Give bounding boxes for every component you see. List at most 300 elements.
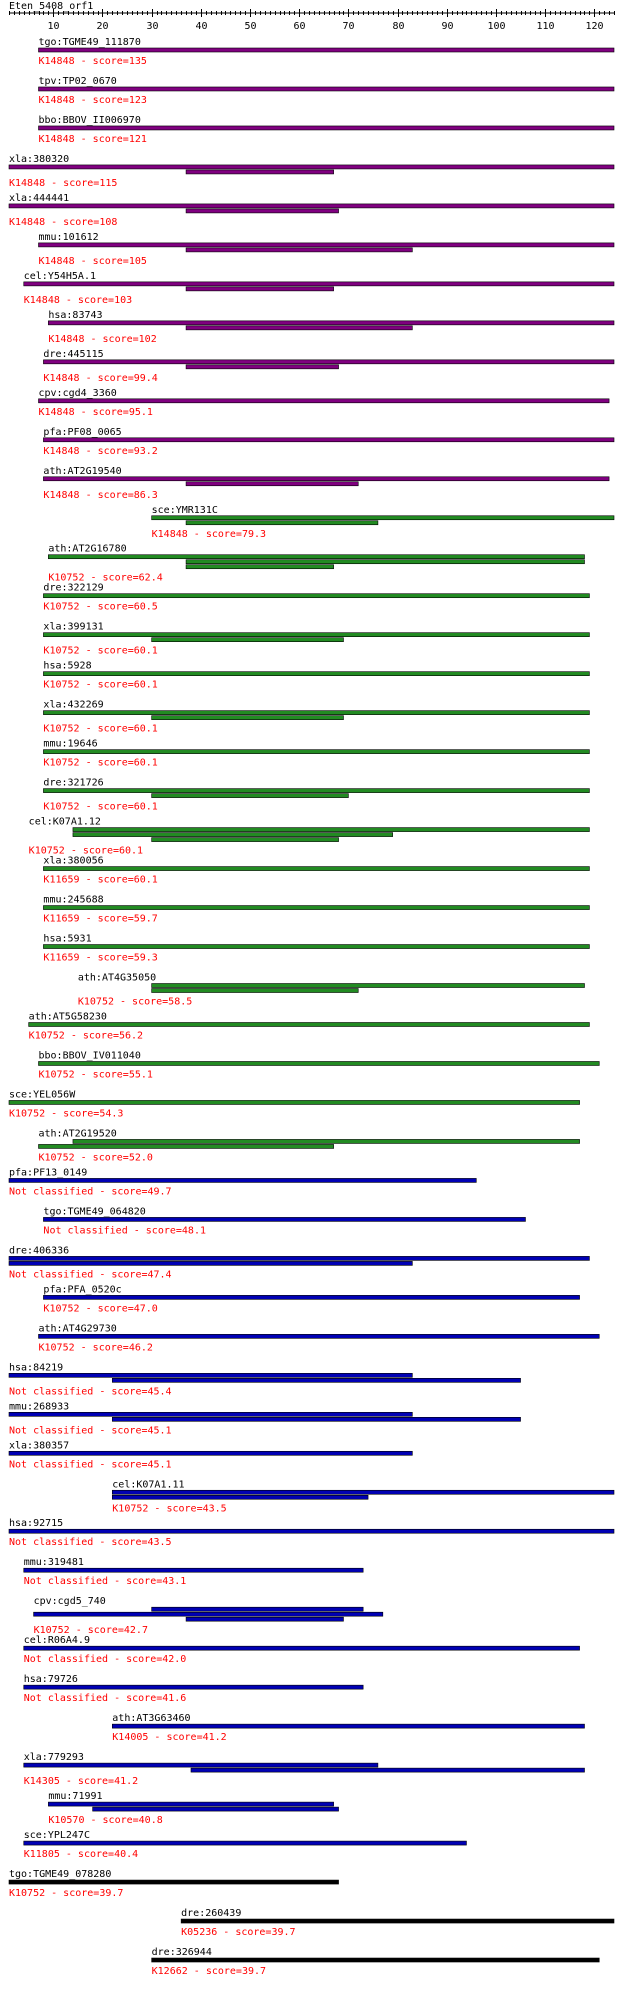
hit-alignment-bar [24, 1568, 363, 1572]
hit-score-label [78, 997, 192, 1008]
hit-label: tgo:TGME49_078280 [9, 1869, 112, 1881]
hit-score: 47.4 [147, 1269, 172, 1281]
hit-group: K14848 [38, 133, 75, 145]
hit-alignment-bar [39, 1144, 334, 1148]
hit-group: K10752 [43, 601, 80, 613]
hit-group: Not classified [9, 1186, 94, 1198]
hit-label: cel:K07A1.12 [28, 816, 101, 828]
hit-row [9, 1089, 580, 1119]
hit-score: 40.8 [138, 1815, 163, 1827]
hit-label: dre:321726 [43, 777, 104, 789]
hit-alignment-bar [9, 1100, 580, 1104]
hit-group: Not classified [9, 1269, 94, 1281]
hit-alignment-bar [9, 204, 614, 208]
hit-score: 60.1 [133, 679, 158, 691]
hit-row [43, 622, 589, 657]
hit-row [112, 1713, 584, 1743]
axis-tick-label: 70 [342, 21, 355, 32]
hit-alignment-bar [9, 1880, 339, 1884]
score-prefix: - score= [59, 1849, 115, 1861]
score-prefix: - score= [69, 1625, 124, 1637]
hit-score: 93.2 [133, 445, 158, 457]
hit-label: hsa:5931 [43, 933, 92, 945]
axis-tick-label: 60 [293, 21, 306, 32]
hit-alignment-bar [39, 48, 614, 52]
hit-alignment-bar [43, 711, 589, 715]
hit-group: K10752 [9, 1108, 46, 1120]
hit-alignment-bar [39, 399, 610, 403]
hit-alignment-bar [43, 867, 589, 871]
hit-score-label [24, 1654, 187, 1665]
hit-score-label [43, 446, 157, 457]
hit-score-label [9, 178, 117, 189]
score-prefix: - score= [79, 723, 134, 735]
hit-label: hsa:92715 [9, 1518, 64, 1530]
hit-label: ath:AT5G58230 [28, 1011, 107, 1023]
hit-score-label [39, 95, 147, 106]
hit-label: sce:YMR131C [151, 504, 218, 516]
hit-group: K14848 [9, 216, 46, 228]
hit-alignment-bar [152, 989, 359, 993]
score-prefix: - score= [93, 1537, 148, 1549]
hit-score: 41.6 [162, 1693, 187, 1705]
hit-score: 59.7 [133, 913, 158, 925]
hit-group: Not classified [9, 1386, 94, 1398]
hit-alignment-bar [48, 321, 614, 325]
score-prefix: - score= [74, 56, 129, 67]
hit-group: K05236 [181, 1927, 218, 1939]
hit-label: cel:R06A4.9 [23, 1635, 90, 1647]
hit-alignment-bar [112, 1417, 520, 1421]
hit-alignment-bar [43, 945, 589, 949]
axis-tick-label: 50 [244, 21, 257, 32]
hit-group: Not classified [9, 1459, 94, 1471]
hit-score-label [9, 1386, 172, 1397]
hit-group: K14305 [23, 1776, 60, 1788]
hit-score: 40.4 [114, 1849, 139, 1861]
hit-score-label [43, 490, 157, 501]
hit-label: tgo:TGME49_111870 [38, 37, 141, 48]
hit-score: 123 [128, 94, 147, 106]
hit-alignment-bar [186, 326, 412, 330]
hit-alignment-bar [112, 1378, 520, 1382]
hit-alignment-bar [43, 1217, 525, 1221]
hit-label: xla:432269 [43, 699, 104, 711]
hit-score-label [24, 1576, 187, 1587]
hit-score: 43.5 [147, 1537, 172, 1549]
hit-row [43, 856, 589, 886]
hit-group: Not classified [23, 1654, 109, 1666]
hit-score: 45.1 [147, 1459, 172, 1471]
hit-alignment-bar [112, 1495, 368, 1499]
hit-row [152, 1947, 600, 1977]
score-prefix: - score= [84, 572, 139, 584]
score-prefix: - score= [79, 801, 134, 813]
score-prefix: - score= [79, 645, 134, 657]
hit-alignment-bar [43, 672, 589, 676]
hit-label: dre:406336 [9, 1245, 70, 1257]
hit-score-label [9, 1186, 172, 1197]
hit-score: 102 [138, 333, 157, 345]
hit-alignment-bar [152, 638, 344, 642]
score-prefix: - score= [64, 1030, 119, 1042]
score-prefix: - score= [84, 1815, 139, 1827]
hit-label: ath:AT2G16780 [48, 543, 127, 555]
hit-group: K10570 [48, 1815, 85, 1827]
score-prefix: - score= [79, 601, 134, 613]
hit-group: Not classified [43, 1225, 128, 1237]
hit-alignment-bar [181, 1919, 614, 1923]
hit-label: mmu:319481 [23, 1557, 84, 1569]
score-prefix: - score= [79, 679, 134, 691]
hit-label: sce:YPL247C [23, 1830, 90, 1842]
hit-score: 41.2 [202, 1732, 227, 1744]
hit-score-label [43, 373, 157, 384]
axis-tick-label: 120 [585, 21, 604, 32]
hit-row [9, 1869, 339, 1899]
hit-score-label [43, 758, 157, 769]
score-prefix: - score= [93, 1186, 148, 1198]
hit-score: 103 [114, 294, 133, 306]
score-prefix: - score= [74, 94, 129, 106]
hit-group: K10752 [77, 996, 114, 1008]
hit-score-label [39, 256, 147, 267]
score-prefix: - score= [113, 996, 169, 1008]
hit-group: Not classified [9, 1425, 94, 1437]
hit-label: mmu:268933 [9, 1401, 70, 1413]
hit-alignment-bar [186, 560, 584, 564]
hit-row [43, 1284, 579, 1314]
hit-score: 58.5 [168, 996, 193, 1008]
score-prefix: - score= [45, 1888, 100, 1900]
hit-group: K10752 [28, 1030, 65, 1042]
hit-alignment-bar [9, 1373, 412, 1377]
hit-row [39, 1050, 600, 1080]
hit-alignment-bar [186, 365, 338, 369]
hit-score: 39.7 [241, 1966, 267, 1978]
axis-tick-label: 30 [146, 21, 159, 32]
hit-group: K12662 [151, 1966, 188, 1978]
hit-group: K10752 [38, 1152, 75, 1164]
score-prefix: - score= [79, 372, 134, 384]
hit-group: K14848 [38, 94, 75, 106]
score-prefix: - score= [217, 1927, 272, 1939]
hit-label: cpv:cgd4_3360 [38, 387, 117, 399]
hit-group: K10752 [33, 1625, 70, 1637]
hit-score-label [43, 802, 157, 813]
hit-row [9, 1362, 521, 1397]
hit-score-label [9, 1459, 172, 1470]
hit-row [39, 1128, 580, 1163]
hit-group: K14848 [43, 445, 80, 457]
hit-group: Not classified [23, 1576, 109, 1588]
hit-group: K10752 [43, 757, 80, 769]
hit-alignment-bar [43, 906, 589, 910]
hit-alignment-bar [24, 1841, 467, 1845]
hit-score: 39.7 [99, 1888, 124, 1900]
hit-alignment-bar [152, 516, 614, 520]
hit-row [24, 1752, 585, 1787]
hit-score: 60.1 [133, 723, 158, 735]
hit-alignment-bar [43, 360, 614, 364]
hit-label: xla:380320 [9, 153, 70, 165]
hit-row [9, 193, 614, 228]
hit-alignment-bar [9, 165, 614, 169]
hit-row [39, 115, 614, 145]
hit-score: 43.5 [202, 1503, 227, 1515]
hit-group: K10752 [43, 1303, 80, 1315]
axis-tick-label: 10 [47, 21, 60, 32]
hit-row [152, 505, 614, 540]
hit-score-label [39, 407, 153, 418]
hit-score: 135 [128, 56, 147, 67]
hit-row [9, 154, 614, 189]
hit-alignment-bar [186, 170, 334, 174]
hit-label: dre:322129 [43, 582, 104, 594]
score-prefix: - score= [127, 1225, 182, 1237]
hit-alignment-bar [73, 833, 393, 837]
hit-row [24, 1635, 580, 1665]
hit-alignment-bar [186, 209, 338, 213]
hit-group: K10752 [43, 679, 80, 691]
hit-score: 47.0 [133, 1303, 158, 1315]
hit-row [39, 37, 614, 67]
hit-score: 60.1 [133, 645, 158, 657]
hit-alignment-bar [39, 1334, 600, 1338]
hit-row [9, 1245, 589, 1280]
hit-row [24, 1830, 467, 1860]
score-prefix: - score= [74, 1069, 129, 1081]
hit-alignment-bar [24, 1763, 378, 1767]
hit-row [43, 427, 614, 457]
score-prefix: - score= [74, 255, 129, 267]
hit-score-label [24, 1849, 138, 1860]
hit-label: hsa:79726 [23, 1674, 78, 1686]
hit-score-label [152, 529, 266, 540]
hit-alignment-bar [186, 521, 378, 525]
hit-alignment-bar [43, 477, 609, 481]
hit-label: cel:K07A1.11 [112, 1479, 185, 1491]
hit-row [24, 1557, 363, 1587]
hit-row [9, 1401, 521, 1436]
hit-row [34, 1596, 383, 1636]
hit-row [43, 778, 589, 813]
hit-row [48, 310, 614, 345]
hit-score-label [9, 1108, 123, 1119]
hit-alignment-bar [186, 1617, 343, 1621]
score-prefix: - score= [79, 489, 134, 501]
hit-group: K10752 [38, 1069, 75, 1081]
hit-score: 42.0 [162, 1654, 187, 1666]
hit-score: 55.1 [128, 1069, 153, 1081]
hit-group: K10752 [43, 723, 80, 735]
hit-score-label [43, 875, 157, 886]
score-prefix: - score= [59, 1776, 115, 1788]
hit-group: K14848 [43, 489, 80, 501]
hit-alignment-bar [24, 1685, 363, 1689]
hit-group: K10752 [112, 1503, 149, 1515]
hit-row [43, 583, 589, 613]
hit-label: hsa:84219 [9, 1362, 64, 1374]
hit-alignment-bar [39, 126, 614, 130]
hit-alignment-bar [43, 633, 589, 637]
hit-score: 115 [99, 177, 118, 189]
hit-score-label [43, 724, 157, 735]
hit-row [39, 1323, 600, 1353]
hit-score-label [112, 1732, 226, 1743]
hit-score: 60.1 [133, 801, 158, 813]
hit-label: mmu:101612 [38, 231, 99, 243]
hit-label: pfa:PFA_0520c [43, 1284, 122, 1296]
hit-group: K14848 [38, 56, 75, 67]
hit-label: cpv:cgd5_740 [33, 1596, 106, 1608]
hit-row [43, 1206, 525, 1236]
hit-score-label [24, 295, 132, 306]
hit-group: K14848 [38, 406, 75, 418]
hit-label: ath:AT4G35050 [77, 972, 157, 984]
hit-score-label [43, 602, 157, 613]
hit-alignment-bar [186, 482, 358, 486]
hit-score-label [39, 1152, 153, 1163]
hit-alignment-bar [152, 984, 585, 988]
hit-score-label [43, 1303, 157, 1314]
axis-tick-label: 40 [195, 21, 208, 32]
hit-row [43, 466, 609, 501]
hit-alignment-bar [152, 1958, 600, 1962]
hit-group: K11659 [43, 874, 80, 886]
score-prefix: - score= [79, 1303, 134, 1315]
hit-score-label [39, 1342, 153, 1353]
hit-group: K10752 [43, 801, 80, 813]
score-prefix: - score= [148, 1732, 203, 1744]
hit-row [9, 1440, 412, 1470]
hit-score: 49.7 [147, 1186, 172, 1198]
score-prefix: - score= [79, 874, 134, 886]
hit-row [112, 1479, 614, 1514]
hit-alignment-bar [39, 243, 614, 247]
hit-score-label [24, 1776, 138, 1787]
hit-score: 39.7 [271, 1927, 296, 1939]
hit-label: xla:444441 [9, 192, 70, 204]
hit-score-label [43, 1225, 206, 1236]
position-axis [9, 9, 615, 32]
hit-score: 79.3 [241, 528, 267, 540]
hit-score-label [9, 1269, 172, 1280]
hit-score-label [24, 1693, 187, 1704]
score-prefix: - score= [45, 1108, 100, 1120]
hit-score: 41.2 [114, 1776, 139, 1788]
hit-score: 54.3 [99, 1108, 124, 1120]
hit-alignment-bar [186, 287, 334, 291]
hit-alignment-bar [39, 87, 614, 91]
hit-score: 43.1 [162, 1576, 187, 1588]
hit-alignment-bar [73, 828, 589, 832]
hit-alignment-bar [152, 1607, 364, 1611]
hit-score: 108 [99, 216, 118, 228]
hit-score-label [9, 1425, 172, 1436]
hit-alignment-bar [152, 716, 344, 720]
hit-alignment-bar [43, 594, 589, 598]
hit-score: 52.0 [128, 1152, 153, 1164]
hit-alignment-bar [34, 1612, 383, 1616]
axis-tick-label: 110 [536, 21, 555, 32]
hit-score-label [48, 334, 156, 345]
score-prefix: - score= [74, 1152, 129, 1164]
hit-score-label [39, 134, 147, 145]
hit-score: 62.4 [138, 572, 163, 584]
hit-label: tgo:TGME49_064820 [43, 1206, 146, 1218]
hit-alignment-bar [112, 1490, 614, 1494]
hit-score-label [48, 1815, 162, 1826]
hit-score-label [43, 953, 157, 964]
hit-label: dre:260439 [181, 1908, 242, 1920]
hit-score: 95.1 [128, 406, 153, 418]
score-prefix: - score= [84, 333, 139, 345]
hit-score-label [43, 680, 157, 691]
hit-alignment-bar [9, 1261, 412, 1265]
hit-score: 60.1 [133, 757, 158, 769]
hit-label: tpv:TP02_0670 [38, 75, 117, 87]
hit-row [9, 1518, 614, 1548]
hit-group: K10752 [28, 845, 65, 857]
score-prefix: - score= [74, 133, 129, 145]
hit-score: 86.3 [133, 489, 158, 501]
axis-tick-label: 20 [96, 21, 109, 32]
score-prefix: - score= [74, 406, 129, 418]
hit-alignment-bar [24, 1646, 580, 1650]
hit-score-label [29, 1031, 143, 1042]
score-prefix: - score= [74, 1342, 129, 1354]
hit-alignment-bar [9, 1451, 412, 1455]
hit-group: K14848 [48, 333, 85, 345]
hit-score: 59.3 [133, 952, 158, 964]
hit-label: mmu:245688 [43, 894, 104, 906]
score-prefix: - score= [108, 1576, 163, 1588]
hit-label: dre:445115 [43, 348, 104, 360]
hit-score-label [152, 1966, 266, 1977]
hit-group: Not classified [9, 1537, 94, 1549]
hit-row [181, 1908, 614, 1938]
hit-label: bbo:BBOV_II006970 [38, 114, 141, 126]
hit-row [48, 544, 584, 584]
hit-row [29, 1012, 590, 1042]
score-prefix: - score= [93, 1425, 148, 1437]
score-prefix: - score= [64, 845, 119, 857]
hit-alignment-bar [48, 1802, 333, 1806]
hit-label: dre:326944 [151, 1947, 212, 1959]
hit-alignment-bar [152, 838, 339, 842]
hit-score: 42.7 [123, 1625, 148, 1637]
hit-group: K14848 [43, 372, 80, 384]
hit-score: 99.4 [133, 372, 158, 384]
hit-alignment-bar [48, 555, 584, 559]
hit-alignment-bar [29, 1023, 590, 1027]
hit-label: ath:AT4G29730 [38, 1323, 117, 1335]
hit-alignment-bar [43, 750, 589, 754]
hit-label: xla:779293 [23, 1752, 84, 1764]
hit-row [29, 817, 590, 857]
hit-alignment-bar [186, 565, 334, 569]
hit-group: K10752 [38, 1342, 75, 1354]
hit-score: 60.1 [133, 874, 158, 886]
hit-row [39, 76, 614, 106]
score-prefix: - score= [93, 1269, 148, 1281]
hit-group: K14848 [23, 294, 60, 306]
hit-label: pfa:PF13_0149 [9, 1167, 88, 1179]
hit-row [24, 271, 614, 306]
query-title: Eten_5408_orf1 [9, 1, 94, 12]
hit-alignment-bar [43, 438, 614, 442]
